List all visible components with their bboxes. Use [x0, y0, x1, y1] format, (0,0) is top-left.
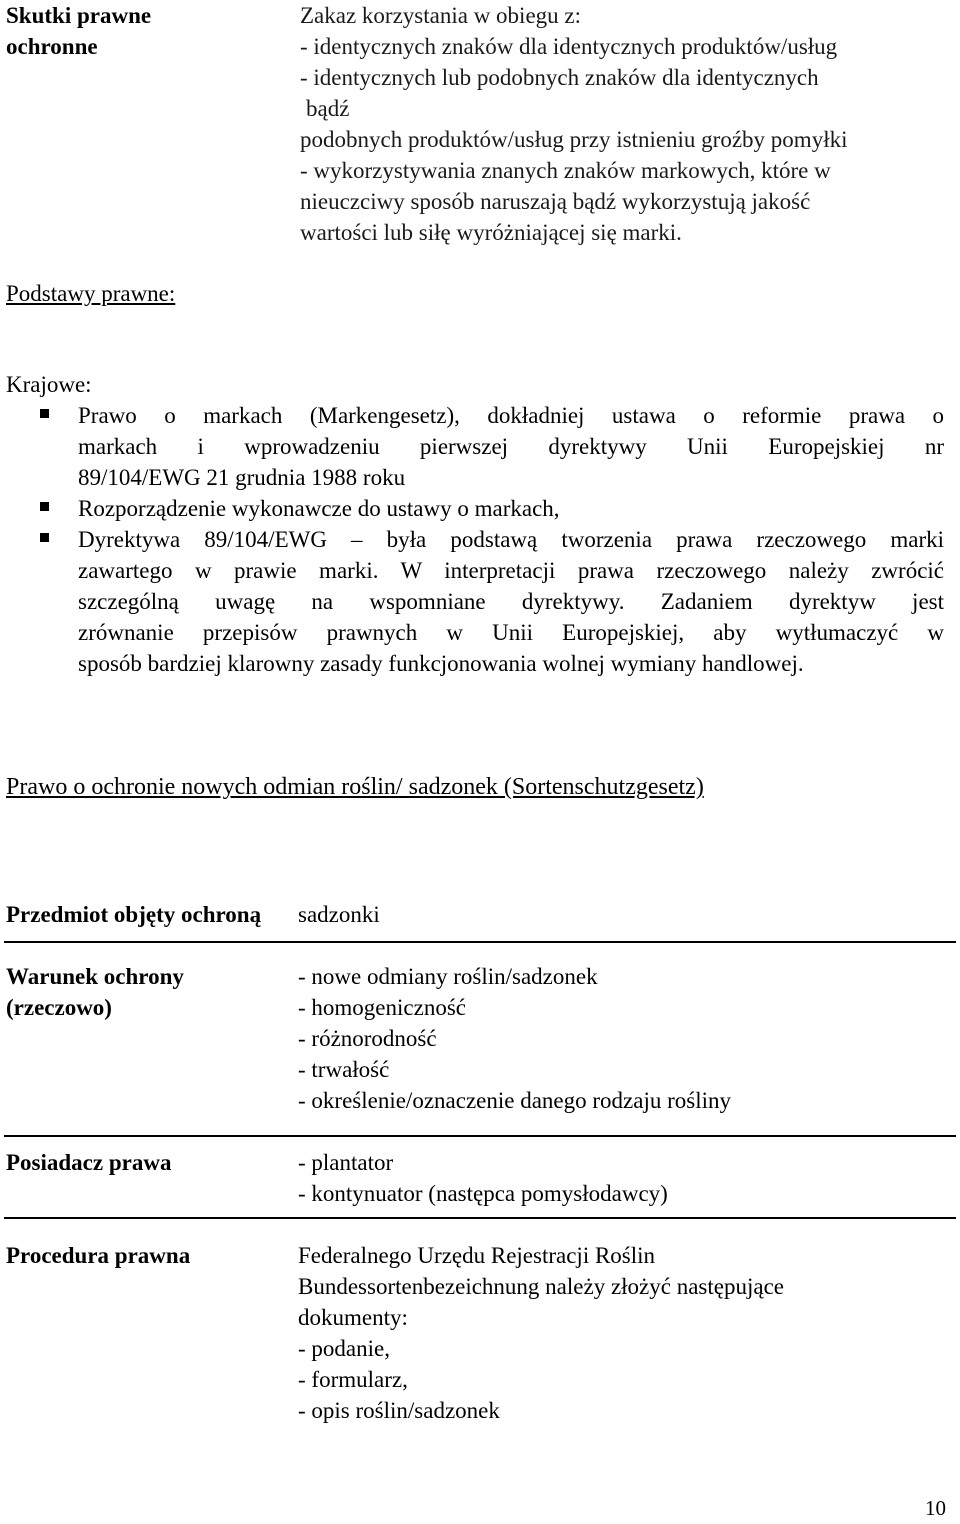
row-value-line: - homogeniczność — [298, 995, 466, 1020]
text-line: podobnych produktów/usług przy istnieniu groźby pomyłki — [300, 127, 848, 152]
text-line: wartości lub siłę wyróżniającej się marki. — [300, 220, 682, 245]
bullet-line: Prawo o markach (Markengesetz), dokładniej ustawa o reformie prawa o — [78, 403, 944, 428]
text-line: nieuczciwy sposób naruszają bądź wykorzystują jakość — [300, 189, 811, 214]
row-label-holder — [6, 1147, 286, 1178]
square-bullet-icon — [40, 409, 49, 418]
section-title: Prawo o ochronie nowych odmian roślin/ sadzonek (Sortenschutzgesetz) — [6, 774, 704, 800]
row-label-line: Posiadacz prawa — [6, 1150, 172, 1175]
row-value-line: - nowe odmiany roślin/sadzonek — [298, 964, 598, 989]
row-value-line: Federalnego Urzędu Rejestracji Roślin — [298, 1243, 656, 1268]
bullet-line: Rozporządzenie wykonawcze do ustawy o markach, — [78, 496, 560, 521]
bullet-line: markach i wprowadzeniu pierwszej dyrektywy Unii Europejskiej nr — [78, 434, 944, 459]
text-line: bądź — [306, 96, 350, 121]
row-divider — [4, 1135, 956, 1137]
national-label: Krajowe: — [6, 372, 92, 397]
text-line: - identycznych znaków dla identycznych produktów/usług — [300, 34, 838, 59]
page-number: 10 — [925, 1496, 946, 1520]
square-bullet-icon — [40, 533, 49, 542]
row-value-line: - opis roślin/sadzonek — [298, 1398, 500, 1423]
text-line: - wykorzystywania znanych znaków markowych, które w — [300, 158, 831, 183]
row-label-condition — [6, 961, 286, 1023]
legal-basis-heading: Podstawy prawne: — [6, 281, 176, 306]
row-value-line: - plantator — [298, 1150, 394, 1175]
bullet-line: zawartego w prawie marki. W interpretacji prawa rzeczowego należy zwrócić — [78, 558, 944, 583]
row-value-line: - podanie, — [298, 1336, 390, 1361]
label-line: Skutki prawne — [6, 3, 152, 28]
row-value-line: - formularz, — [298, 1367, 408, 1392]
label-line: ochronne — [6, 34, 98, 59]
row-label-procedure — [6, 1240, 286, 1271]
bullet-line: 89/104/EWG 21 grudnia 1988 roku — [78, 465, 406, 490]
row-label-subject — [6, 899, 286, 930]
row-label-line: Przedmiot objęty ochroną — [6, 902, 262, 927]
protection-effects-text — [300, 0, 950, 248]
row-value-holder — [298, 1147, 948, 1209]
row-value-procedure — [298, 1240, 948, 1426]
row-value-line: - określenie/oznaczenie danego rodzaju rośliny — [298, 1088, 731, 1113]
protection-effects-label — [6, 0, 286, 62]
row-value-subject — [298, 899, 948, 930]
row-label-line: Procedura prawna — [6, 1243, 191, 1268]
text-line: Zakaz korzystania w obiegu z: — [300, 3, 581, 28]
bullet-line: zrównanie przepisów prawnych w Unii Europejskiej, aby wytłumaczyć w — [78, 620, 944, 645]
row-divider — [4, 941, 956, 943]
square-bullet-icon — [40, 502, 49, 511]
row-label-line: (rzeczowo) — [6, 995, 112, 1020]
row-value-line: sadzonki — [298, 902, 380, 927]
row-value-line: Bundessortenbezeichnung należy złożyć następujące — [298, 1274, 784, 1299]
row-label-line: Warunek ochrony — [6, 964, 184, 989]
text-line: - identycznych lub podobnych znaków dla identycznych — [300, 65, 819, 90]
row-value-line: - trwałość — [298, 1057, 390, 1082]
bullet-line: sposób bardziej klarowny zasady funkcjonowania wolnej wymiany handlowej. — [78, 651, 804, 676]
row-value-line: - różnorodność — [298, 1026, 437, 1051]
row-value-condition — [298, 961, 948, 1116]
bullet-line: Dyrektywa 89/104/EWG – była podstawą tworzenia prawa rzeczowego marki — [78, 527, 944, 552]
row-value-line: dokumenty: — [298, 1305, 408, 1330]
bullet-line: szczególną uwagę na wspomniane dyrektywy. Zadaniem dyrektyw jest — [78, 589, 944, 614]
row-divider — [4, 1217, 956, 1219]
row-value-line: - kontynuator (następca pomysłodawcy) — [298, 1181, 668, 1206]
